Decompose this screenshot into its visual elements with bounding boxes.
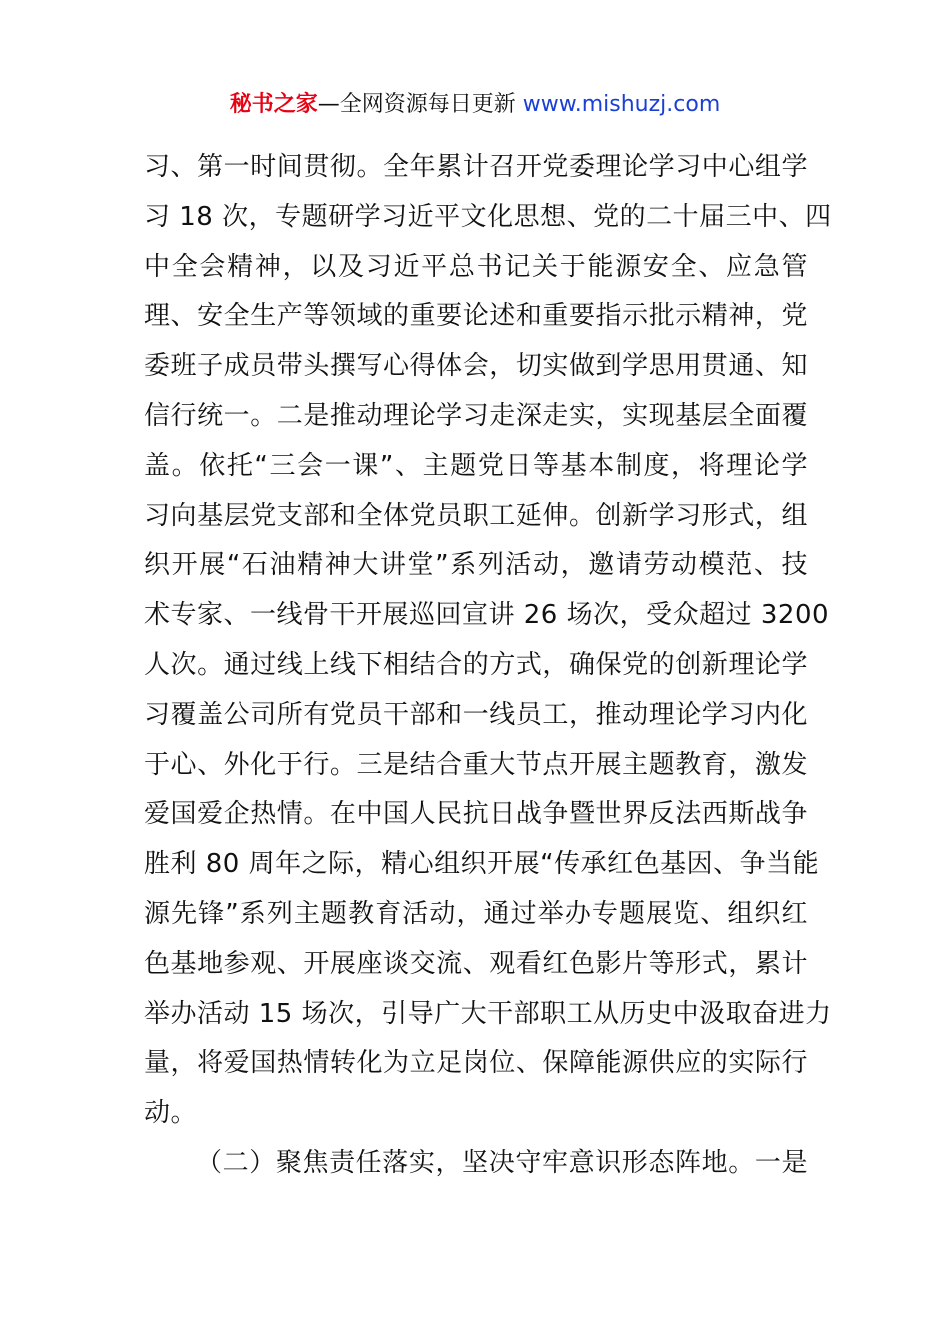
text-line: 理、安全生产等领域的重要论述和重要指示批示精神，党: [144, 301, 808, 332]
text-line: 盖。依托“三会一课”、主题党日等基本制度，将理论学: [144, 450, 808, 481]
paragraph-end-line: 动。: [144, 1098, 198, 1129]
brand-name: 秘书之家: [229, 92, 318, 117]
text-line: 委班子成员带头撰写心得体会，切实做到学思用贯通、知: [144, 351, 808, 382]
text-line: 中全会精神，以及习近平总书记关于能源安全、应急管: [144, 251, 808, 282]
text-line: 习 18 次，专题研学习近平文化思想、党的二十届三中、四: [144, 201, 832, 232]
text-line: 人次。通过线上线下相结合的方式，确保党的创新理论学: [144, 649, 808, 680]
text-line: 色基地参观、开展座谈交流、观看红色影片等形式，累计: [144, 948, 808, 979]
text-line: 爱国爱企热情。在中国人民抗日战争暨世界反法西斯战争: [144, 799, 808, 830]
section-heading-line: （二）聚焦责任落实，坚决守牢意识形态阵地。一是: [196, 1147, 808, 1178]
text-line: 胜利 80 周年之际，精心组织开展“传承红色基因、争当能: [144, 849, 820, 880]
text-line: 量，将爱国热情转化为立足岗位、保障能源供应的实际行: [144, 1048, 808, 1079]
text-line: 织开展“石油精神大讲堂”系列活动，邀请劳动模范、技: [144, 550, 808, 581]
text-line: 习覆盖公司所有党员干部和一线员工，推动理论学习内化: [144, 699, 808, 730]
page-header: [0, 88, 950, 122]
header-tagline: —全网资源每日更新: [317, 92, 523, 117]
text-line: 信行统一。二是推动理论学习走深走实，实现基层全面覆: [144, 400, 808, 431]
text-line: 于心、外化于行。三是结合重大节点开展主题教育，激发: [144, 749, 808, 780]
text-line: 术专家、一线骨干开展巡回宣讲 26 场次，受众超过 3200: [144, 600, 830, 631]
text-line: 习、第一时间贯彻。全年累计召开党委理论学习中心组学: [144, 152, 808, 182]
text-line: 举办活动 15 场次，引导广大干部职工从历史中汲取奋进力: [144, 998, 832, 1029]
document-body: [144, 143, 832, 1189]
text-line: 源先锋”系列主题教育活动，通过举办专题展览、组织红: [144, 898, 808, 929]
text-line: 习向基层党支部和全体党员职工延伸。创新学习形式，组: [144, 500, 808, 531]
website-link[interactable]: www.mishuzj.com: [522, 92, 721, 117]
